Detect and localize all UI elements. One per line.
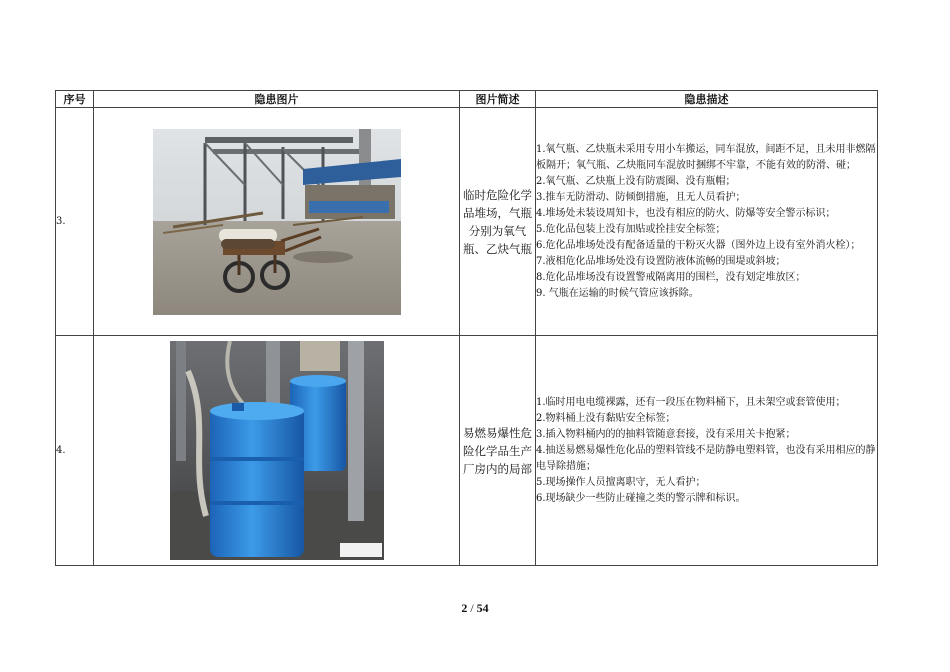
hazard-description	[536, 336, 878, 566]
image-brief: 临时危险化学品堆场，气瓶分别为氧气瓶、乙炔气瓶	[460, 108, 536, 336]
header-image: 隐患图片	[94, 91, 460, 108]
hazard-table	[55, 90, 878, 566]
header-no: 序号	[56, 91, 94, 108]
page-separator: /	[470, 601, 474, 615]
row-number: 3.	[56, 108, 94, 336]
description-line: 8.危化品堆场没有设置警戒隔离用的围栏，没有划定堆放区；	[536, 271, 806, 283]
hazard-description	[536, 108, 878, 336]
photo-gas-cylinder-cart	[153, 129, 401, 315]
table-header-row	[56, 91, 878, 108]
hazard-image-cell	[94, 336, 460, 566]
description-line: 1.氧气瓶、乙炔瓶未采用专用小车搬运，同车混放，间距不足，且未用非燃隔板隔开；氧气瓶、乙炔瓶同车混放时捆绑不牢靠，不能有效的防滑、碰；	[536, 143, 876, 171]
description-line: 4.抽送易燃易爆性危化品的塑料管线不是防静电塑料管，也没有采用相应的静电导除措施；	[536, 444, 876, 472]
page-total: 54	[476, 601, 489, 615]
hazard-image-cell	[94, 108, 460, 336]
page-number	[0, 601, 950, 616]
description-line: 1.临时用电电缆裸露，还有一段压在物料桶下，且未架空或套管使用；	[536, 396, 846, 408]
photo-chemical-drums	[170, 341, 384, 560]
description-line: 5.危化品包装上没有加贴或拴挂安全标签；	[536, 223, 726, 235]
table-row	[56, 108, 878, 336]
description-line: 2.氧气瓶、乙炔瓶上没有防震圈、没有瓶帽；	[536, 175, 736, 187]
description-line: 6.现场缺少一些防止碰撞之类的警示牌和标识。	[536, 492, 746, 504]
description-line: 9. 气瓶在运输的时候气管应该拆除。	[536, 287, 699, 299]
page-current: 2	[461, 601, 468, 615]
description-line: 3.插入物料桶内的的抽料管随意套接，没有采用关卡抱紧；	[536, 428, 796, 440]
header-description: 隐患描述	[536, 91, 878, 108]
description-line: 2.物料桶上没有黏贴安全标签；	[536, 412, 676, 424]
description-line: 5.现场操作人员擅离职守，无人看护；	[536, 476, 706, 488]
description-line: 7.液相危化品堆场处没有设置防液体流畅的围堤或斜坡；	[536, 255, 786, 267]
description-line: 4.堆场处未装设周知卡，也没有相应的防火、防爆等安全警示标识；	[536, 207, 836, 219]
header-brief: 图片简述	[460, 91, 536, 108]
table-row	[56, 336, 878, 566]
description-line: 6.危化品堆场处没有配备适量的干粉灭火器（图外边上设有室外消火栓）；	[536, 239, 861, 251]
row-number: 4.	[56, 336, 94, 566]
description-line: 3.推车无防滑动、防倾倒措施，且无人员看护；	[536, 191, 746, 203]
image-brief: 易燃易爆性危险化学品生产厂房内的局部	[460, 336, 536, 566]
